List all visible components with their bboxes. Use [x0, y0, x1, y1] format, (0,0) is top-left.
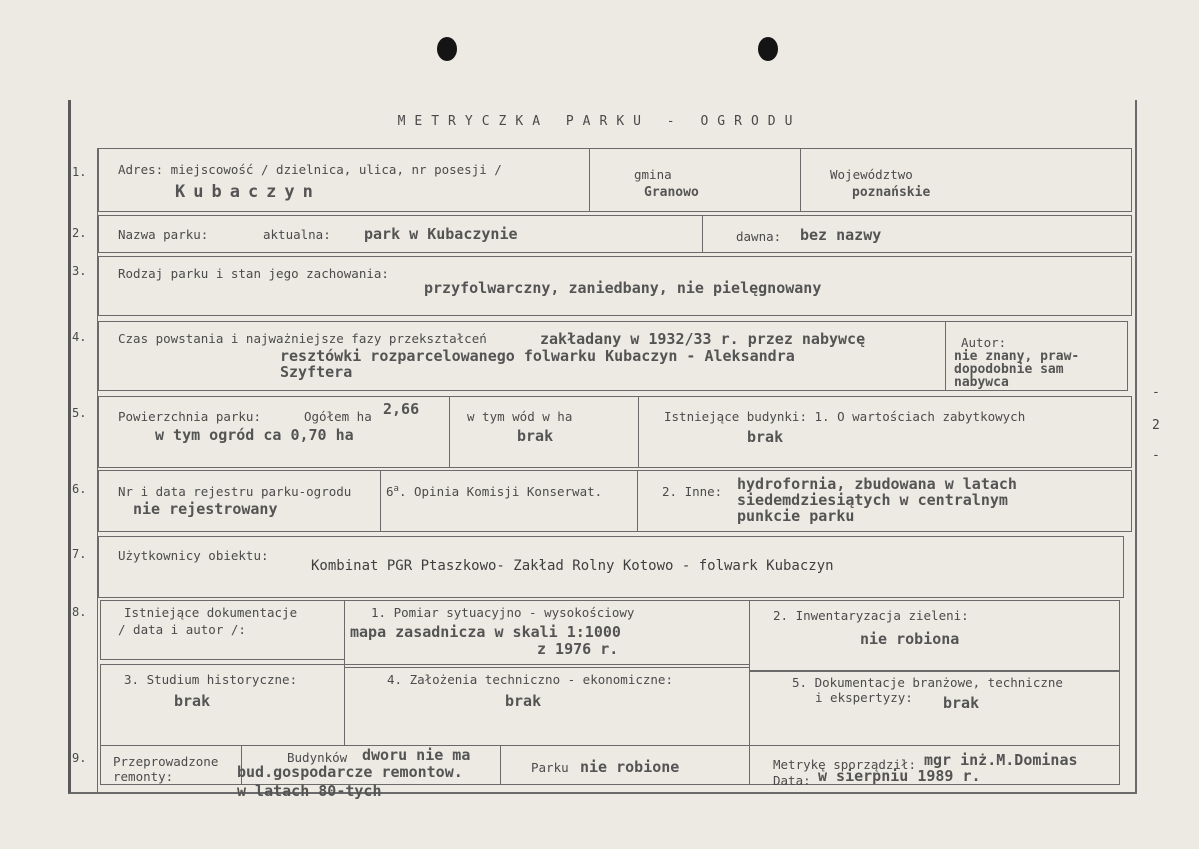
former-name-label: dawna: — [736, 229, 782, 244]
row-number-7: 7. — [72, 547, 87, 561]
repairs-park-value: nie robione — [580, 758, 680, 776]
former-name-value: bez nazwy — [800, 226, 882, 244]
form-title: METRYCZKA PARKU - OGRODU — [397, 114, 802, 129]
register-label: Nr i data rejestru parku-ogrodu — [118, 484, 352, 499]
history-study-value: brak — [174, 692, 211, 710]
greenery-label: 2. Inwentaryzacja zieleni: — [773, 608, 969, 623]
row-number-3: 3. — [72, 264, 87, 278]
total-area-label: Ogółem ha — [304, 409, 372, 424]
gmina-field — [589, 148, 801, 212]
buildings-value: brak — [747, 428, 784, 446]
register-value: nie rejestrowany — [133, 500, 278, 518]
survey-label: 1. Pomiar sytuacyjno - wysokościowy — [371, 605, 635, 620]
buildings-field — [638, 396, 1132, 468]
garden-area-value: w tym ogród ca 0,70 ha — [155, 426, 354, 444]
author-value-line3: nabywca — [954, 375, 1009, 390]
margin-mark-1: - — [1152, 385, 1160, 400]
water-label: w tym wód w ha — [467, 409, 573, 424]
docs-label-2: / data i autor /: — [118, 622, 246, 637]
park-type-label: Rodzaj parku i stan jego zachowania: — [118, 266, 389, 281]
water-value: brak — [517, 427, 554, 445]
opinion-number: 6 — [386, 484, 394, 500]
repairs-buildings-value-1: dworu nie ma — [362, 746, 471, 764]
buildings-label: Istniejące budynki: 1. O wartościach zabytkowych — [664, 409, 1026, 424]
branch-docs-label-2: i ekspertyzy: — [815, 690, 913, 705]
row-number-8: 8. — [72, 605, 87, 619]
repairs-park-label: Parku — [531, 760, 569, 775]
address-field — [98, 148, 590, 212]
tech-value: brak — [505, 692, 542, 710]
gmina-label: gmina — [634, 167, 672, 182]
number-column — [68, 148, 98, 792]
history-study-label: 3. Studium historyczne: — [124, 672, 298, 687]
row-number-1: 1. — [72, 165, 87, 179]
docs-label-1: Istniejące dokumentacje — [124, 605, 298, 620]
made-by-label: Metrykę sporządził: — [773, 757, 916, 772]
repairs-buildings-label: Budynków — [287, 750, 348, 765]
row-number-5: 5. — [72, 406, 87, 420]
users-value: Kombinat PGR Ptaszkowo- Zakład Rolny Kotowo - folwark Kubaczyn — [311, 558, 834, 574]
branch-docs-value: brak — [943, 694, 980, 712]
row-number-4: 4. — [72, 330, 87, 344]
author-value-line1: nie znany, praw- — [954, 349, 1080, 364]
current-name-value: park w Kubaczynie — [364, 225, 518, 243]
date-label: Data: — [773, 773, 811, 788]
row-number-9: 9. — [72, 751, 87, 765]
park-name-label: Nazwa parku: — [118, 227, 209, 242]
survey-value-1: mapa zasadnicza w skali 1:1000 — [350, 623, 621, 641]
greenery-value: nie robiona — [860, 630, 960, 648]
users-label: Użytkownicy obiektu: — [118, 548, 269, 563]
branch-docs-label-1: 5. Dokumentacje branżowe, techniczne — [792, 675, 1063, 690]
opinion-label-text: . Opinia Komisji Konserwat. — [398, 484, 603, 500]
date-value: w sierpniu 1989 r. — [818, 767, 981, 785]
gmina-value: Granowo — [644, 185, 699, 200]
area-label: Powierzchnia parku: — [118, 409, 261, 424]
repairs-label-1: Przeprowadzone — [113, 754, 219, 769]
author-label: Autor: — [961, 335, 1007, 350]
address-label: Adres: miejscowość / dzielnica, ulica, nr posesji / — [118, 162, 502, 177]
total-area-value: 2,66 — [383, 400, 420, 418]
history-label: Czas powstania i najważniejsze fazy przekształceń — [118, 331, 487, 346]
other-buildings-line1: hydrofornia, zbudowana w latach — [737, 475, 1017, 493]
history-value-line2: resztówki rozparcelowanego folwarku Kubaczyn - Aleksandra — [280, 347, 795, 365]
other-buildings-line3: punkcie parku — [737, 507, 855, 525]
row-number-6: 6. — [72, 482, 87, 496]
author-value-line2: dopodobnie sam — [954, 362, 1064, 377]
margin-mark-2: 2 — [1152, 418, 1160, 433]
other-buildings-label: 2. Inne: — [662, 484, 723, 499]
history-value-line3: Szyftera — [280, 363, 353, 381]
other-buildings-line2: siedemdziesiątych w centralnym — [737, 491, 1008, 509]
current-name-label: aktualna: — [263, 227, 331, 242]
opinion-superscript: a — [393, 484, 399, 494]
margin-mark-3: - — [1152, 448, 1160, 463]
opinion-label — [386, 484, 602, 499]
opinion-field — [380, 470, 638, 532]
punch-hole-left — [437, 37, 457, 61]
park-type-value: przyfolwarczny, zaniedbany, nie pielęgnowany — [424, 279, 822, 297]
tech-label: 4. Założenia techniczno - ekonomiczne: — [387, 672, 673, 687]
voivodeship-value: poznańskie — [852, 185, 931, 200]
repairs-buildings-value-3: w latach 80-tych — [237, 782, 382, 800]
made-by-value: mgr inż.M.Dominas — [924, 751, 1078, 769]
address-value: Kubaczyn — [175, 182, 321, 202]
repairs-label-2: remonty: — [113, 769, 174, 784]
survey-value-2: z 1976 r. — [537, 640, 619, 658]
row-number-2: 2. — [72, 226, 87, 240]
repairs-buildings-value-2: bud.gospodarcze remontow. — [237, 763, 463, 781]
history-value-line1: zakładany w 1932/33 r. przez nabywcę — [540, 330, 866, 348]
voivodeship-label: Województwo — [830, 167, 913, 182]
punch-hole-right — [758, 37, 778, 61]
